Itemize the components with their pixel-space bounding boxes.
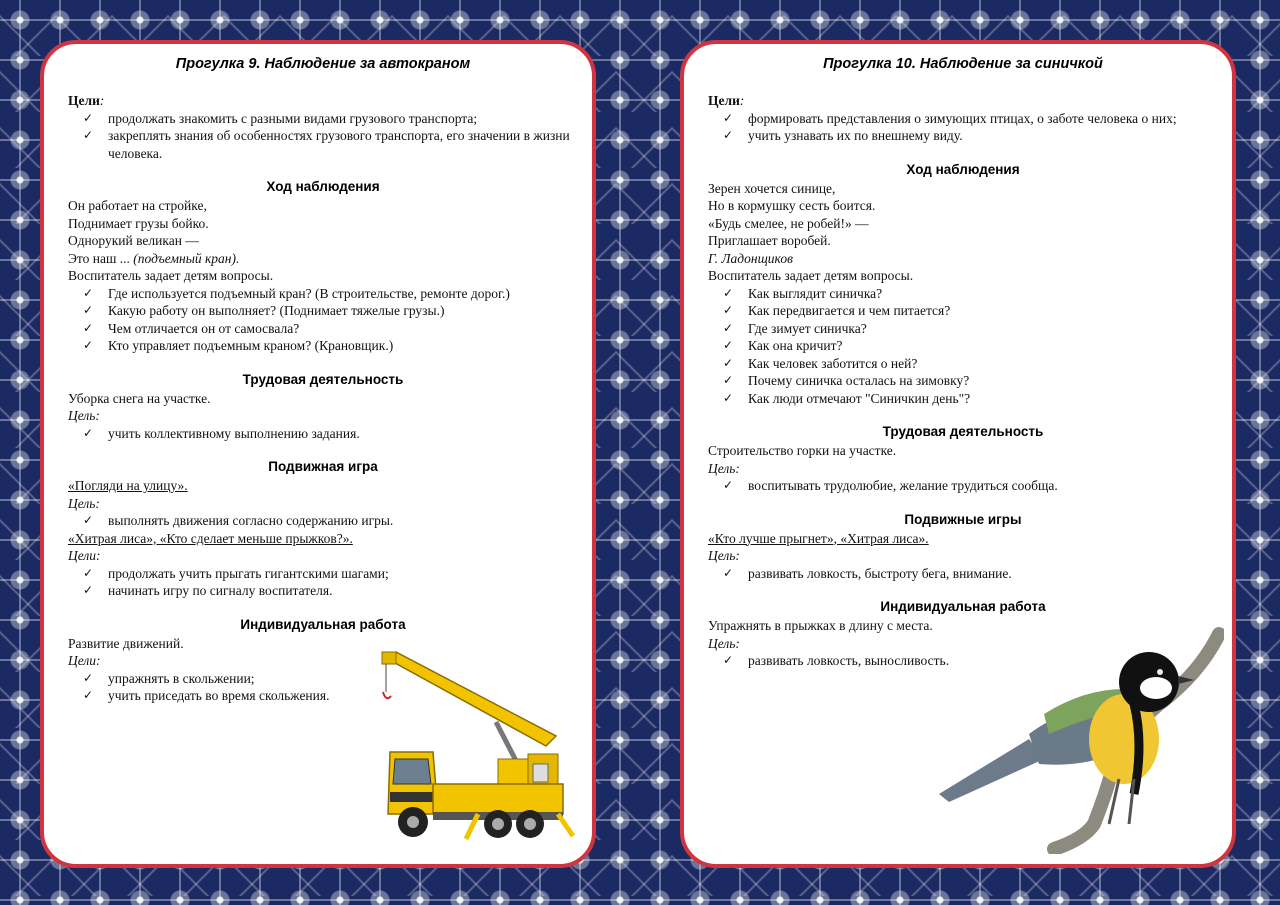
checkmark-icon: ✓: [82, 285, 94, 300]
question-text: Почему синичка осталась на зимовку?: [748, 373, 970, 388]
question-text: Как человек заботится о ней?: [748, 355, 918, 371]
list-item: [708, 390, 1218, 408]
poem-answer: (подъемный кран).: [133, 250, 240, 266]
checkmark-icon: ✓: [722, 320, 734, 335]
list-item: [708, 285, 1218, 303]
list-item: [68, 512, 578, 530]
checkmark-icon: ✓: [722, 565, 734, 580]
checkmark-icon: ✓: [722, 478, 734, 492]
individual-heading: Индивидуальная работа: [880, 599, 1046, 614]
list-item-text: начинать игру по сигналу воспитателя.: [108, 583, 333, 598]
individual-heading: Индивидуальная работа: [240, 616, 406, 632]
list-item: [708, 337, 1218, 355]
right-page-title: Прогулка 10. Наблюдение за синичкой: [823, 56, 1103, 72]
game-title: «Кто лучше прыгнет», «Хитрая лиса».: [708, 530, 929, 546]
checkmark-icon: ✓: [722, 285, 734, 300]
list-item: [68, 302, 578, 320]
checkmark-icon: ✓: [82, 110, 94, 125]
list-item: [708, 110, 1218, 128]
checkmark-icon: ✓: [722, 653, 734, 667]
goal-label: Цель:: [708, 460, 740, 476]
list-item: [708, 320, 1218, 338]
list-item: [68, 425, 578, 443]
list-item-text: воспитывать трудолюбие, желание трудиться сообща.: [748, 478, 1058, 493]
list-item: [68, 110, 578, 128]
poem-line: Но в кормушку сесть боится.: [708, 198, 876, 213]
list-item-text: учить приседать во время скольжения.: [108, 688, 330, 703]
checkmark-icon: ✓: [82, 303, 94, 317]
list-item: [708, 127, 1218, 145]
list-item: [68, 565, 578, 583]
titmouse-illustration: [934, 624, 1224, 854]
left-page-content: [68, 56, 578, 705]
checkmark-icon: ✓: [82, 338, 94, 352]
question-text: Как люди отмечают "Синичкин день"?: [748, 390, 971, 406]
poem-line: Однорукий великан —: [68, 233, 199, 248]
checkmark-icon: ✓: [82, 688, 94, 702]
list-item: [708, 355, 1218, 373]
goals-label-text: Цели: [708, 93, 740, 108]
poem-line: «Будь смелее, не робей!» —: [708, 215, 869, 231]
checkmark-icon: ✓: [82, 320, 94, 335]
list-item: [708, 372, 1218, 390]
list-item: [708, 477, 1218, 495]
game-heading: Подвижные игры: [904, 511, 1022, 527]
checkmark-icon: ✓: [722, 110, 734, 125]
list-item-text: учить коллективному выполнению задания.: [108, 425, 360, 441]
checkmark-icon: ✓: [722, 128, 734, 142]
labor-heading: Трудовая деятельность: [882, 424, 1044, 439]
left-page-title: Прогулка 9. Наблюдение за автокраном: [175, 56, 471, 72]
left-page: [40, 40, 596, 868]
question-text: Где зимует синичка?: [748, 320, 867, 336]
list-item: [68, 127, 578, 162]
list-item-text: продолжать знакомить с разными видами грузового транспорта;: [108, 110, 478, 126]
goal-label: Цель:: [68, 408, 100, 423]
goals-colon: :: [99, 93, 105, 108]
checkmark-icon: ✓: [722, 390, 734, 405]
game-title: «Погляди на улицу».: [68, 478, 188, 493]
list-item: [708, 302, 1218, 320]
questions-intro: Воспитатель задает детям вопросы.: [708, 268, 914, 283]
checkmark-icon: ✓: [82, 670, 94, 685]
poem-line: Приглашает воробей.: [708, 233, 831, 248]
checkmark-icon: ✓: [82, 128, 94, 142]
goals-label-text: Цели: [68, 93, 100, 108]
list-item-text: закреплять знания об особенностях грузового транспорта, его значении в жизни человека.: [108, 128, 570, 161]
list-item-text: выполнять движения согласно содержанию игры.: [108, 513, 394, 528]
left-goals-label: [68, 92, 578, 110]
list-item-text: учить узнавать их по внешнему виду.: [748, 128, 963, 143]
list-item: [68, 582, 578, 600]
question-text: Кто управляет подъемным краном? (Крановщик.): [108, 338, 394, 353]
list-item-text: упражнять в скольжении;: [108, 670, 255, 686]
checkmark-icon: ✓: [82, 425, 94, 440]
poem-last-prefix: Это наш ...: [68, 250, 134, 266]
checkmark-icon: ✓: [722, 338, 734, 352]
question-text: Где используется подъемный кран? (В строительстве, ремонте дорог.): [108, 285, 510, 301]
questions-intro: Воспитатель задает детям вопросы.: [68, 268, 274, 283]
list-item: [68, 337, 578, 355]
individual-text: Развитие движений.: [68, 635, 184, 651]
question-text: Как передвигается и чем питается?: [748, 303, 951, 318]
goal-label: Цель:: [708, 635, 740, 651]
poem-line: Зерен хочется синице,: [708, 180, 836, 196]
crane-truck-illustration: [378, 644, 588, 844]
poem-author: Г. Ладонщиков: [708, 250, 793, 266]
goal-label: Цель:: [708, 548, 740, 563]
question-text: Чем отличается он от самосвала?: [108, 320, 300, 336]
game-heading: Подвижная игра: [268, 459, 378, 474]
list-item-text: продолжать учить прыгать гигантскими шагами;: [108, 565, 389, 581]
poem-line: [68, 250, 578, 268]
list-item-text: формировать представления о зимующих птицах, о заботе человека о них;: [748, 110, 1177, 126]
checkmark-icon: ✓: [82, 565, 94, 580]
labor-text: Строительство горки на участке.: [708, 443, 897, 458]
individual-text: Упражнять в прыжках в длину с места.: [708, 618, 933, 633]
question-text: Как выглядит синичка?: [748, 285, 883, 301]
list-item: [68, 320, 578, 338]
checkmark-icon: ✓: [722, 303, 734, 317]
observation-heading: Ход наблюдения: [266, 179, 380, 194]
goal-label: Цель:: [68, 495, 100, 511]
checkmark-icon: ✓: [722, 373, 734, 387]
goals-colon: :: [739, 93, 745, 108]
list-item-text: развивать ловкость, выносливость.: [748, 653, 950, 668]
game-title: «Хитрая лиса», «Кто сделает меньше прыжков?».: [68, 530, 353, 546]
checkmark-icon: ✓: [82, 513, 94, 527]
observation-heading: Ход наблюдения: [906, 161, 1020, 177]
list-item-text: развивать ловкость, быстроту бега, внимание.: [748, 565, 1012, 581]
poem-line: Поднимает грузы бойко.: [68, 215, 209, 231]
checkmark-icon: ✓: [82, 583, 94, 597]
labor-heading: Трудовая деятельность: [242, 371, 404, 387]
question-text: Какую работу он выполняет? (Поднимает тяжелые грузы.): [108, 303, 445, 318]
checkmark-icon: ✓: [722, 355, 734, 370]
goal-label: Цели:: [68, 653, 101, 668]
right-goals-label: [708, 92, 1218, 110]
right-page-content: [708, 56, 1218, 670]
goal-label: Цели:: [68, 548, 101, 563]
list-item: [68, 285, 578, 303]
list-item: [708, 565, 1218, 583]
labor-text: Уборка снега на участке.: [68, 390, 211, 406]
right-page: [680, 40, 1236, 868]
poem-line: Он работает на стройке,: [68, 198, 207, 213]
question-text: Как она кричит?: [748, 338, 843, 353]
